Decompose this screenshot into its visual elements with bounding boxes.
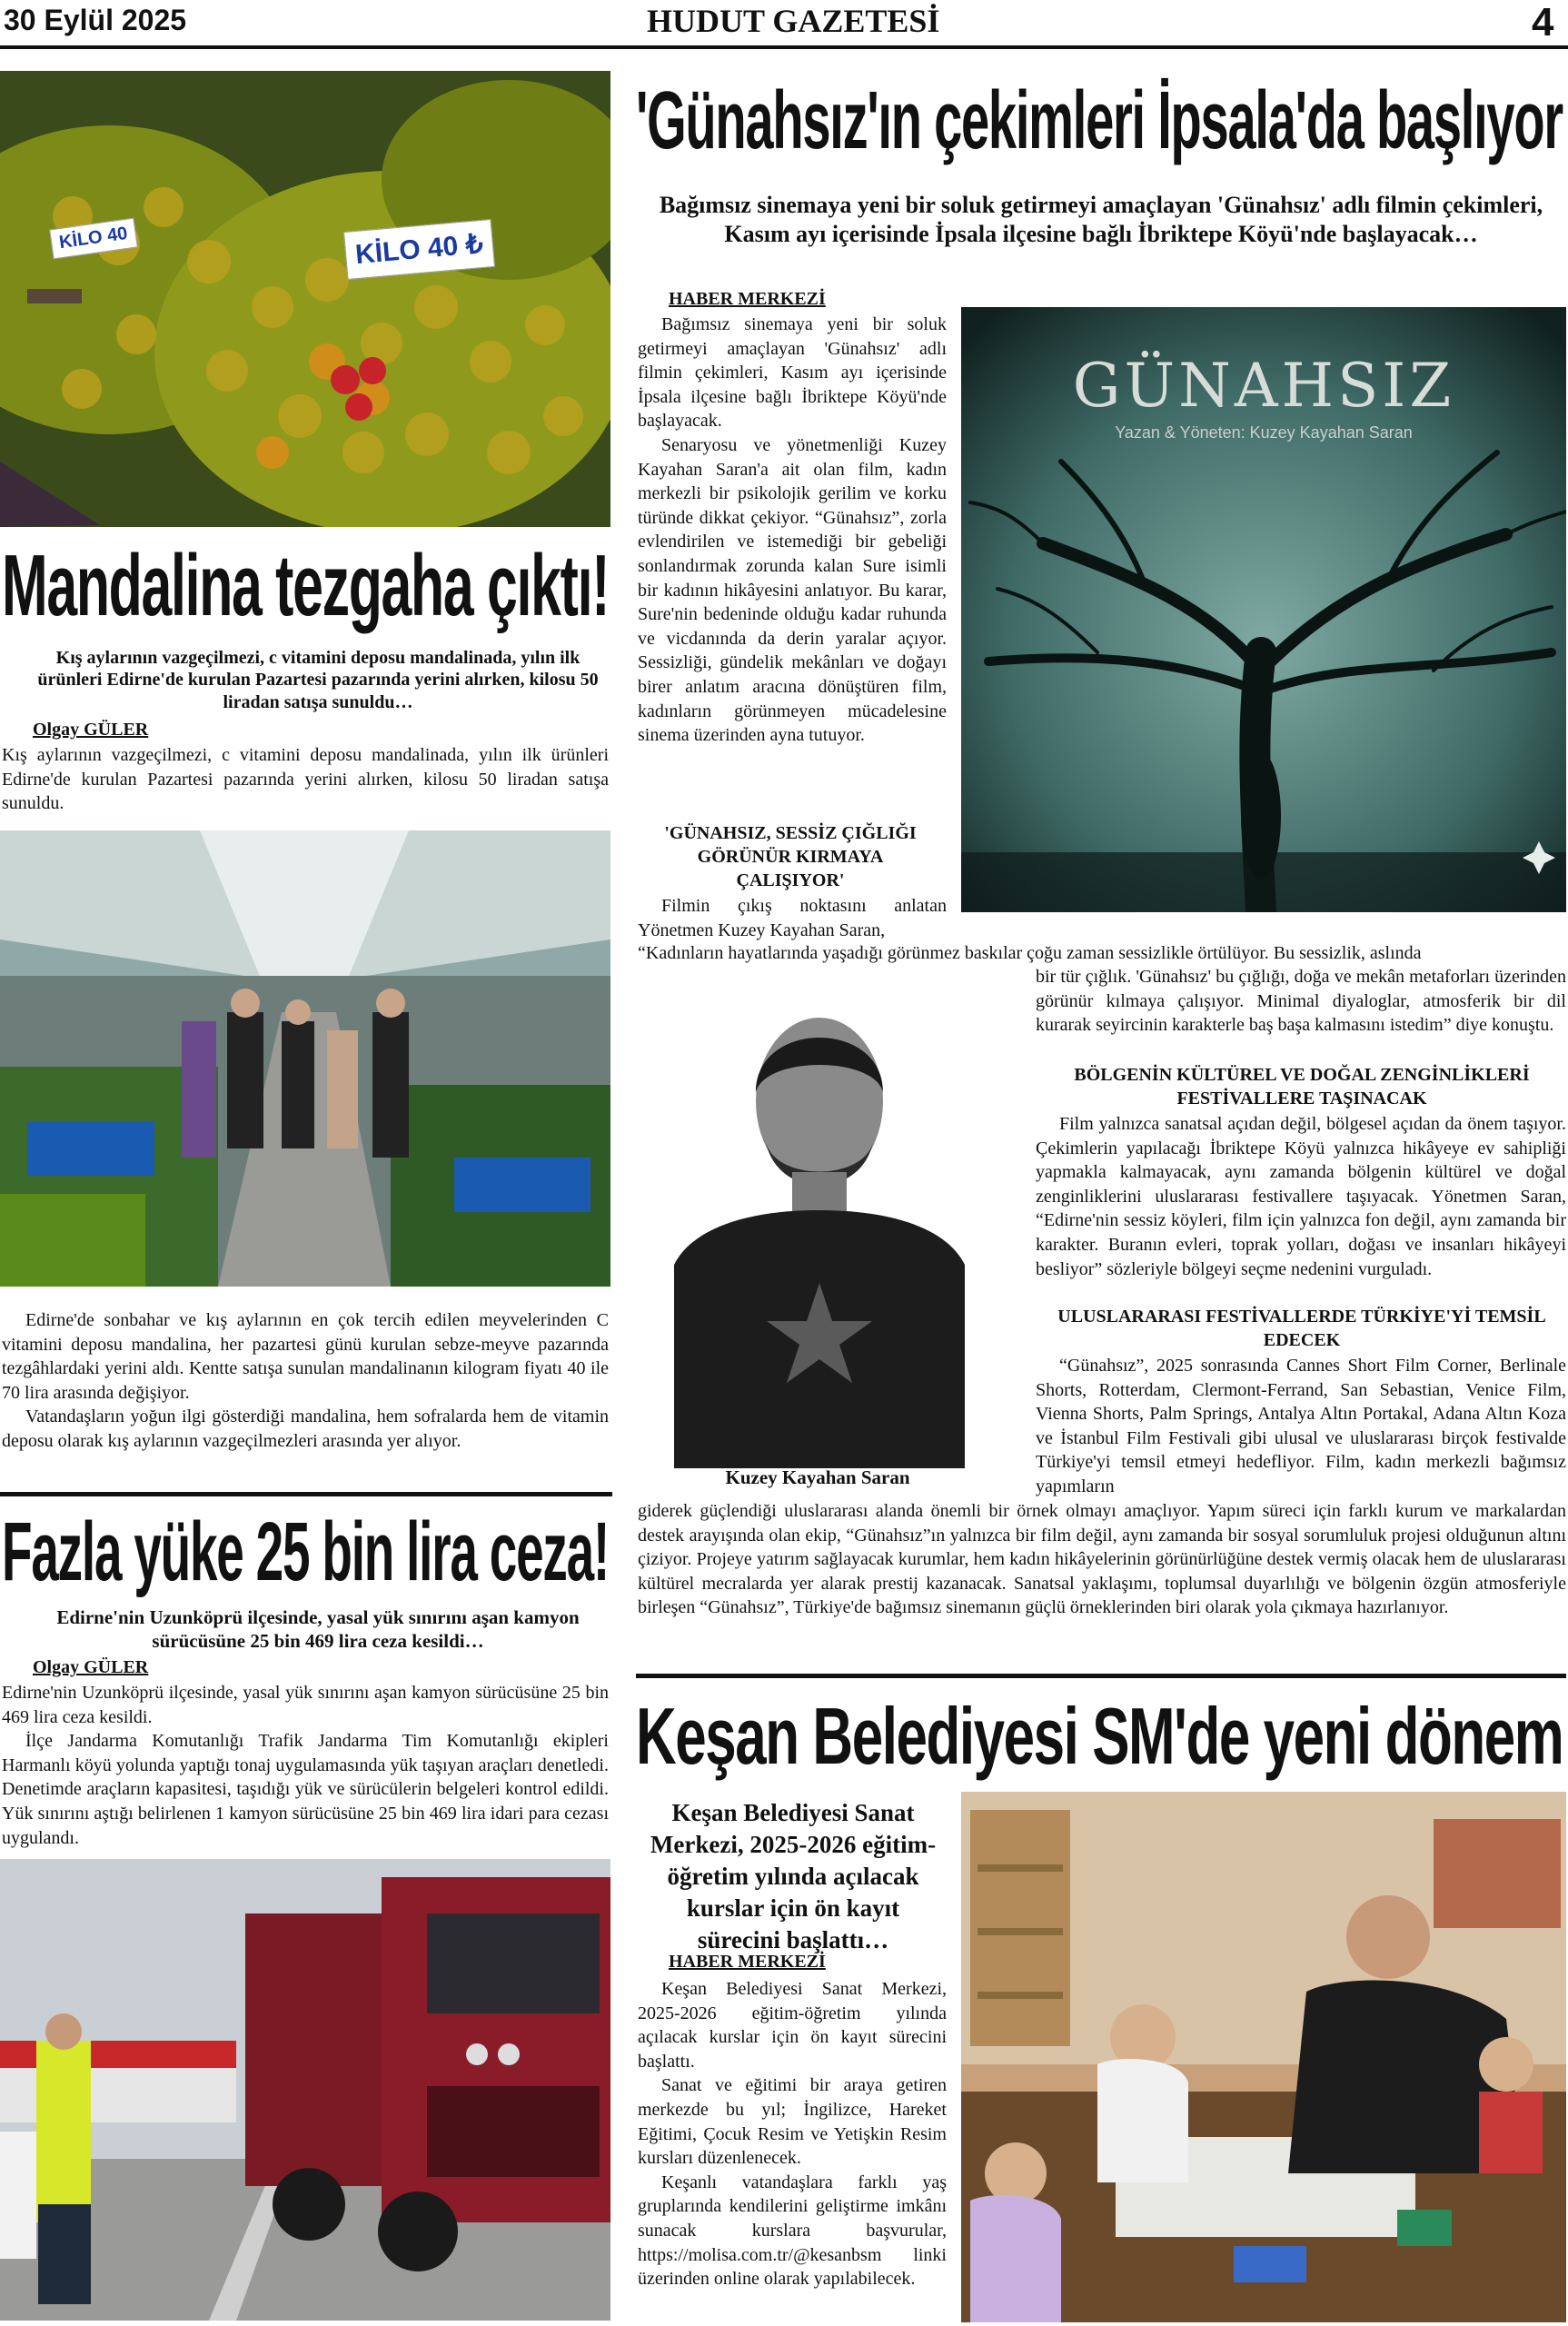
kesan-byline: HABER MERKEZİ	[669, 1952, 826, 1972]
fazla-headline: Fazla yüke 25 bin lira ceza!	[2, 1506, 610, 1598]
kesan-body-p2: Sanat ve eğitimi bir araya getiren merkezde bu yıl; İngilizce, Hareket Eğitimi, Çocuk Resim ve Yetişkin Resim kursları düzenlenecek.	[638, 2075, 947, 2169]
mandalina-lead: Kış aylarının vazgeçilmezi, c vitamini deposu mandalinada, yılın ilk ürünleri Edirne'de kurulan Pazartesi pazarında yerini alırken, kilosu 50 liradan satışa sunuldu.	[2, 745, 609, 814]
page-number: 4	[1532, 0, 1554, 45]
director-caption: Kuzey Kayahan Saran	[725, 1466, 910, 1488]
market-hall-photo	[0, 830, 610, 1287]
right-divider	[636, 1674, 1566, 1678]
gunahsiz-poster	[961, 307, 1566, 912]
kesan-body-p1: Keşan Belediyesi Sanat Merkezi, 2025-2026 eğitim-öğretim yılında açılacak kurslar için ön kayıt sürecini başlattı.	[638, 1979, 947, 2072]
gunahsiz-final-para: giderek güçlendiği uluslararası alanda önemli bir örnek olmayı amaçlıyor. Yapım süreci için farklı kurum ve markalardan destek arayışında olan ekip, “Günahsız”ın yalnızca bir film değil, aynı zamanda bir sosyal sorumluluk projesi olduğunun altını çiziyor. Projeye yatırım sağlayacak kurumlar, hem kadın hikâyelerinin görünürlüğüne destek vermiş olacak hem de uluslararası kültürel mecralarda yer alarak prestij kazanacak. Sanatsal yaklaşımı, toplumsal duyarlılığı ve bölgenin özgün atmosferiyle birleşen “Günahsız”, Türkiye'de bağımsız sinemanın güçlü örneklerinden biri olarak yola çıkmaya hazırlanıyor.	[638, 1501, 1566, 1618]
fazla-deck: Edirne'nin Uzunköprü ilçesinde, yasal yük sınırını aşan kamyon sürücüsüne 25 bin 469 lira ceza kesildi…	[56, 1606, 580, 1652]
gunahsiz-subhead-2: BÖLGENİN KÜLTÜREL VE DOĞAL ZENGİNLİKLERİ FESTİVALLERE TAŞINACAK	[1074, 1065, 1530, 1108]
price-tag-small: KİLO 40	[49, 218, 137, 260]
kesan-deck: Keşan Belediyesi Sanat Merkezi, 2025-2026 eğitim-öğretim yılında açılacak kurslar için ön kayıt sürecini başlattı…	[650, 1799, 937, 1954]
mandalina-body	[2, 1308, 609, 1454]
gunahsiz-col-p1: Bağımsız sinemaya yeni bir soluk getirmeyi amaçlayan 'Günahsız' adlı filmin çekimleri, Kasım ayı içerisinde İpsala ilçesine bağlı İbriktepe Köyü'nde başlayacak.	[638, 314, 947, 432]
gunahsiz-subhead-3: ULUSLARARASI FESTİVALLERDE TÜRKİYE'Yİ TEMSİL EDECEK	[1057, 1307, 1546, 1350]
masthead-rule	[0, 45, 1568, 49]
newspaper-name: HUDUT GAZETESİ	[647, 3, 940, 39]
truck-inspection-photo	[0, 1859, 610, 2321]
gunahsiz-sub1-para: Filmin çıkış noktasını anlatan Yönetmen Kuzey Kayahan Saran,	[638, 896, 947, 940]
fazla-byline: Olgay GÜLER	[33, 1657, 149, 1677]
gunahsiz-subhead-1: 'GÜNAHSIZ, SESSİZ ÇIĞLIĞI GÖRÜNÜR KIRMAYA ÇALIŞIYOR'	[664, 823, 917, 890]
mandalina-headline: Mandalina tezgaha çıktı!	[2, 537, 610, 634]
gunahsiz-sub3-para: “Günahsız”, 2025 sonrasında Cannes Short Film Corner, Berlinale Shorts, Rotterdam, Clermont-Ferrand, San Sebastian, Venice Film, Vienna Shorts, Palm Springs, Antalya Altın Portakal, Adana Altın Koza ve İstanbul Film Festivali gibi ulusal ve uluslararası birçok festivalde Türkiye'yi temsil etmeyi hedefliyor. Film, kadın merkezli bağımsız yapımların	[1036, 1356, 1566, 1496]
kesan-headline: Keşan Belediyesi SM'de yeni dönem	[636, 1691, 1563, 1781]
art-class-photo	[961, 1792, 1566, 2322]
mandalina-deck: Kış aylarının vazgeçilmezi, c vitamini deposu mandalinada, yılın ilk ürünleri Edirne'de kurulan Pazartesi pazarında yerini alırken, kilosu 50 liradan satışa sunuldu…	[37, 648, 599, 712]
gunahsiz-byline: HABER MERKEZİ	[669, 289, 826, 309]
gunahsiz-col-p2: Senaryosu ve yönetmenliği Kuzey Kayahan Saran'a ait olan film, kadın merkezli bir psikolojik gerilim ve korku türünde dikkat çekiyor. “Günahsız”, zorla evlendirilen ve istemediği bir gebeliği sonlandırmak zorunda kalan Sure isimli bir kadının hikâyesini anlatıyor. Bu karar, Sure'nin bedeninde olduğu kadar ruhunda ve vicdanında da derin yaralar açıyor. Sessizliği, gündelik mekânları ve doğayı birer anlatım aracına dönüştüren film, kadınların görünmeyen mücadelesine sinema üzerinden ayna tutuyor.	[638, 434, 947, 746]
poster-credit: Yazan & Yöneten: Kuzey Kayahan Saran	[1115, 423, 1413, 442]
fazla-body-p2: İlçe Jandarma Komutanlığı Trafik Jandarma Tim Komutanlığı ekipleri Harmanlı köyü yolunda yaptığı tonaj uygulamasında yük taşıyan araçları denetledi. Denetimde araçların kapasitesi, taşıdığı yük ve sürücülerin belgeleri kontrol edildi. Yük sınırını aştığı belirlenen 1 kamyon sürücüsüne 25 bin 469 lira idari para cezası uygulandı.	[2, 1731, 609, 1848]
left-divider-1	[0, 1492, 612, 1496]
gunahsiz-column	[638, 313, 947, 748]
gunahsiz-wide-line: “Kadınların hayatlarında yaşadığı görünmez baskılar çoğu zaman sessizlikle örtülüyor. Bu sessizlik, aslında	[638, 943, 1422, 963]
fazla-body-p1: Edirne'nin Uzunköprü ilçesinde, yasal yük sınırını aşan kamyon sürücüsüne 25 bin 469 lira ceza kesildi.	[2, 1683, 609, 1727]
gunahsiz-right-quote: bir tür çığlık. 'Günahsız' bu çığlığı, doğa ve mekân metaforları üzerinden görünür kılmaya çalışıyor. Minimal diyaloglar, atmosferik bir dil kurarak seyircinin karakterle baş başa kalmasını istedim” diye konuştu.	[1036, 967, 1566, 1036]
price-tag-big: KİLO 40 ₺	[343, 219, 495, 280]
kesan-body	[638, 1977, 947, 2291]
mandalina-body-p1: Edirne'de sonbahar ve kış aylarının en çok tercih edilen meyvelerinden C vitamini deposu mandalina, her pazartesi günü kurulan sebze-meyve pazarında tezgâhlardaki yerini aldı. Kentte satışa sunulan mandalinanın kilogram fiyatı 40 ile 70 lira arasında değişiyor.	[2, 1310, 609, 1403]
gunahsiz-deck: Bağımsız sinemaya yeni bir soluk getirmeyi amaçlayan 'Günahsız' adlı filmin çekimleri, Kasım ayı içerisinde İpsala ilçesine bağlı İbriktepe Köyü'nde başlayacak…	[659, 192, 1543, 247]
issue-date: 30 Eylül 2025	[4, 4, 187, 36]
poster-title: GÜNAHSIZ	[1072, 351, 1455, 421]
gunahsiz-sub2-para: Film yalnızca sanatsal açıdan değil, bölgesel açıdan da önem taşıyor. Çekimlerin yapılacağı İbriktepe Köyü yalnızca hikâyeye ev sahipliği yapmakla kalmayacak, aynı zamanda bölgenin kültürel ve doğal zenginliklerini uluslararası festivallere taşıyacak. Yönetmen Saran, “Edirne'nin sessiz köyleri, film için yalnızca fon değil, aynı zamanda bir karakter. Buranın evleri, toprak yolları, doğası ve insanları hikâyeyi besliyor” sözleriyle bölgeyi seçme nedenini vurguladı.	[1036, 1114, 1566, 1279]
mandalina-byline: Olgay GÜLER	[33, 720, 149, 740]
kesan-body-p3: Keşanlı vatandaşlara farklı yaş gruplarında kendilerini geliştirme imkânı sunacak kurslara başvurular, https://molisa.com.tr/@kesanbsm linki üzerinden online olarak yapılabilecek.	[638, 2172, 947, 2290]
mandarin-stall-photo	[0, 71, 610, 527]
fazla-body	[2, 1681, 609, 1850]
gunahsiz-headline: 'Günahsız'ın çekimleri İpsala'da başlıyor	[636, 75, 1563, 166]
mandalina-body-p2: Vatandaşların yoğun ilgi gösterdiği mandalina, hem sofralarda hem de vitamin deposu olarak kış aylarının vazgeçilmezleri arasında yer alıyor.	[2, 1407, 609, 1451]
director-portrait	[638, 965, 997, 1468]
